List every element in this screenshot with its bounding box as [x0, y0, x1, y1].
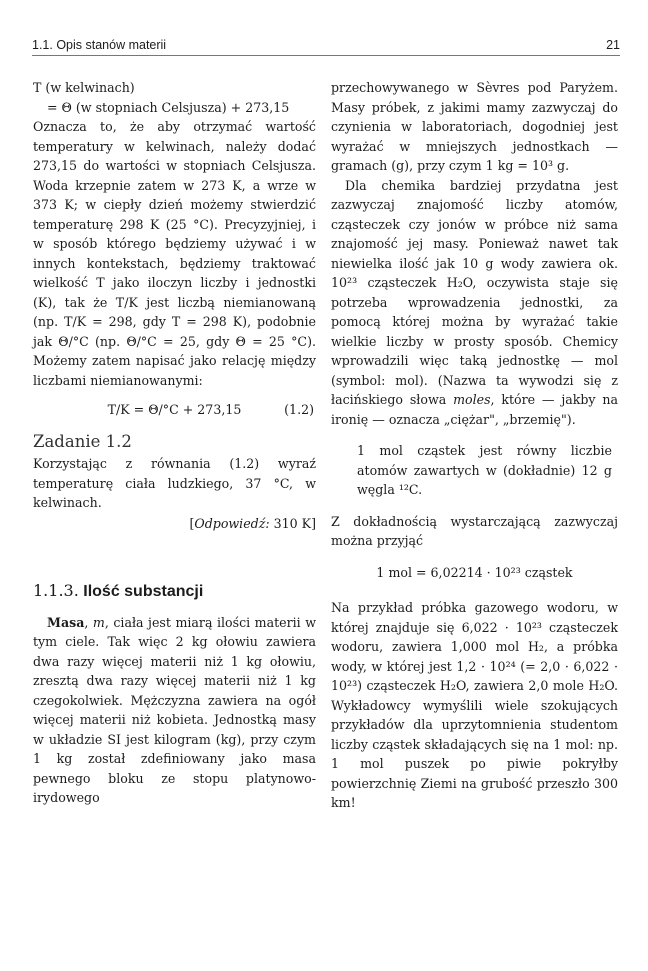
mol-definition-quote: 1 mol cząstek jest równy liczbie atomów zawartych w (dokładnie) 12 g węgla ¹²C.: [357, 443, 612, 497]
right-column: [331, 78, 618, 813]
equation-mol: 1 mol = 6,02214 · 10²³ cząstek: [376, 564, 573, 580]
equation-number: (1.2): [284, 402, 314, 417]
paragraph-mol-intro: [331, 176, 618, 430]
running-header: [32, 36, 620, 54]
left-column: [33, 78, 316, 808]
section-number: 1.1.3.: [33, 581, 79, 600]
paragraph-mol-intro-b: , które — jakby na ironię — oznacza „ciężar", „brzemię").: [331, 392, 618, 427]
section-title: Ilość substancji: [83, 583, 204, 600]
task-answer: [Odpowiedź: 310 K]: [189, 515, 316, 531]
paragraph-mol-intro-a: Dla chemika bardziej przydatna jest zazwyczaj znajomość liczby atomów, cząsteczek czy jonów w próbce niż sama znajomość jej masy. Ponieważ nawet tak niewielka ilość jak 10 g wody zawiera ok. 10²³ cząsteczek H₂O, oczywista staje się potrzeba wprowadzenia jednostki, za pomocą której można by wyrażać takie wielkie liczby w prosty sposób. Chemicy wprowadzili więc taką jednostkę — mol (symbol: mol). (Nazwa ta wywodzi się z łacińskiego słowa: [331, 177, 618, 407]
answer-label: Odpowiedź:: [194, 515, 270, 531]
header-rule: [32, 55, 620, 56]
task-text: Korzystając z równania (1.2) wyraź temperaturę ciała ludzkiego, 37 °C, w kelwinach.: [33, 456, 316, 510]
equation-1-2: [33, 400, 316, 420]
answer-value: 310 K: [273, 515, 312, 531]
paragraph-kelvin-explanation: Oznacza to, że aby otrzymać wartość temperatury w kelwinach, należy dodać 273,15 do wartości w stopniach Celsjusza. Woda krzepnie zatem w 273 K, a wrze w 373 K; w ciepły dzień możemy stwierdzić temperaturę 298 K (25 °C). Precyzyjniej, i w sposób którego będziemy używać i w innych kontekstach, będziemy traktować wielkość T jako iloczyn liczby i jednostki (K), tak że T/K jest liczbą niemianowaną (np. T/K = 298, gdy T = 298 K), podobnie jak Θ/°C (np. Θ/°C = 25, gdy Θ = 25 °C). Możemy zatem napisać jako relację między liczbami niemianowanymi:: [33, 119, 316, 388]
paragraph-examples: Na przykład próbka gazowego wodoru, w której znajduje się 6,022 · 10²³ cząsteczek wodoru, zawiera 1,000 mol H₂, a próbka wody, w której jest 1,2 · 10²⁴ (= 2,0 · 6,022 · 10²³) cząsteczek H₂O, zawiera 2,0 mole H₂O. Wykładowcy wymyślili wiele szokujących przykładów dla uprzytomnienia studentom liczby cząstek składających się na 1 mol: np. 1 mol puszek po piwie pokryłby powierzchnię Ziemi na grubość przeszło 300 km!: [331, 600, 618, 810]
term-mass: Masa: [47, 614, 85, 630]
equation-line-1: T (w kelwinach): [33, 80, 135, 95]
symbol-mass: m: [92, 614, 105, 630]
paragraph-sevres: przechowywanego w Sèvres pod Paryżem. Masy próbek, z jakimi mamy zazwyczaj do czynienia w laboratoriach, dogodniej jest wyrażać w mniejszych jednostkach — gramach (g), przy czym 1 kg = 10³ g.: [331, 80, 618, 173]
equation-line-2: = Θ (w stopniach Celsjusza) + 273,15: [47, 99, 290, 115]
paragraph-mass-text: , ciała jest miarą ilości materii w tym ciele. Tak więc 2 kg ołowiu zawiera dwa razy więcej materii niż 1 kg ołowiu, zresztą dwa razy więcej materii niż 1 kg czegokolwiek. Mężczyzna zawiera na ogół więcej materii niż kobieta. Jednostką masy w układzie SI jest kilogram (kg), przy czym 1 kg został zdefiniowany jako masa pewnego bloku ze stopu platynowo-irydowego: [33, 614, 317, 805]
task-title: Zadanie 1.2: [33, 431, 132, 451]
header-section-title: 1.1. Opis stanów materii: [32, 38, 167, 52]
paragraph-mass: Masa, m, ciała jest miarą ilości materii w tym ciele. Tak więc 2 kg ołowiu zawiera dwa razy więcej materii niż 1 kg ołowiu, zresztą dwa razy więcej materii niż 1 kg czegokolwiek. Mężczyzna zawiera na ogół więcej materii niż kobieta. Jednostką masy w układzie SI jest kilogram (kg), przy czym 1 kg został zdefiniowany jako masa pewnego bloku ze stopu platynowo-irydowego: [33, 614, 317, 805]
section-heading: [33, 581, 316, 602]
header-page-number: 21: [606, 38, 620, 52]
equation-1-2-body: T/K = Θ/°C + 273,15: [107, 402, 242, 417]
latin-word: moles: [453, 392, 491, 407]
paragraph-approximation: Z dokładnością wystarczającą zazwyczaj można przyjąć: [331, 513, 618, 548]
